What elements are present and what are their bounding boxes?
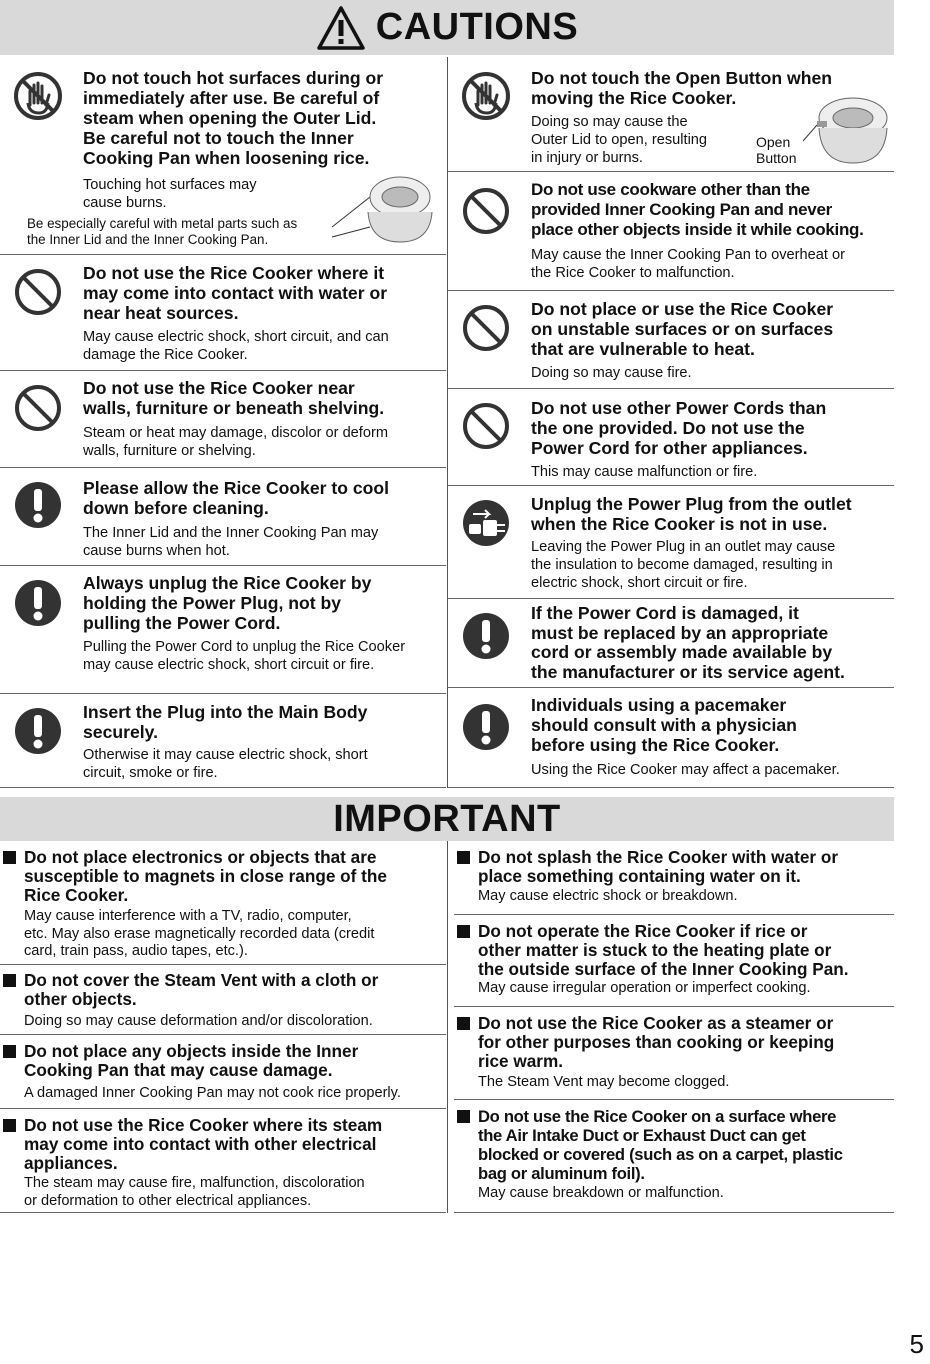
page-number: 5 (909, 1329, 924, 1359)
important-heading: Do not use the Rice Cooker where its steam may come into contact with other electrical appliances. (24, 1115, 383, 1173)
prohibition-icon (461, 186, 511, 236)
caution-description: Leaving the Power Plug in an outlet may cause the insulation to become damaged, resulting in electric shock, short circuit or fire. (531, 539, 836, 591)
important-item (454, 1007, 894, 1100)
rice-cooker-illustration (330, 167, 440, 247)
caution-item (0, 566, 446, 694)
caution-item (0, 371, 446, 468)
caution-heading: If the Power Cord is damaged, it must be replaced by an appropriate cord or assembly made available by the manufacturer or its service agent. (531, 603, 845, 682)
important-heading: Do not place electronics or objects that are susceptible to magnets in close range of the Rice Cooker. (24, 847, 387, 905)
caution-description: Otherwise it may cause electric shock, short circuit, smoke or fire. (83, 747, 368, 781)
important-item (0, 841, 446, 965)
warning-triangle-icon (316, 5, 366, 51)
mandatory-icon (13, 706, 63, 756)
caution-description: Steam or heat may damage, discolor or deform walls, furniture or shelving. (83, 425, 388, 459)
no-touch-icon (13, 71, 63, 121)
caution-description: The Inner Lid and the Inner Cooking Pan may cause burns when hot. (83, 525, 379, 559)
caution-heading: Always unplug the Rice Cooker by holding the Power Plug, not by pulling the Power Cord. (83, 573, 372, 633)
mandatory-icon (13, 480, 63, 530)
prohibition-icon (461, 303, 511, 353)
caution-description: Using the Rice Cooker may affect a pacemaker. (531, 762, 840, 778)
caution-description: This may cause malfunction or fire. (531, 464, 758, 480)
caution-item (0, 255, 446, 371)
important-heading: Do not use the Rice Cooker on a surface where the Air Intake Duct or Exhaust Duct can get blocked or covered (such as on a carpet, plastic bag or aluminum foil). (478, 1107, 843, 1183)
mandatory-icon (461, 702, 511, 752)
important-description: May cause breakdown or malfunction. (478, 1185, 724, 1201)
caution-item (448, 291, 894, 389)
caution-heading: Do not use the Rice Cooker where it may come into contact with water or near heat sources. (83, 263, 388, 323)
caution-heading: Do not touch the Open Button when moving the Rice Cooker. (531, 68, 833, 108)
important-description: The steam may cause fire, malfunction, discoloration or deformation to other electrical appliances. (24, 1175, 365, 1209)
caution-heading: Do not use other Power Cords than the one provided. Do not use the Power Cord for other appliances. (531, 398, 827, 458)
bullet-square-icon (457, 1017, 470, 1030)
prohibition-icon (13, 383, 63, 433)
caution-heading: Unplug the Power Plug from the outlet when the Rice Cooker is not in use. (531, 494, 852, 534)
caution-heading: Insert the Plug into the Main Body securely. (83, 702, 368, 742)
caution-item (0, 57, 446, 255)
important-item (454, 1100, 894, 1213)
important-title: IMPORTANT (333, 797, 561, 840)
caution-item (448, 486, 894, 599)
bullet-square-icon (457, 1110, 470, 1123)
bullet-square-icon (457, 851, 470, 864)
important-item (0, 965, 446, 1035)
caution-note: Be especially careful with metal parts such as the Inner Lid and the Inner Cooking Pan. (27, 216, 298, 247)
caution-item (0, 468, 446, 566)
caution-item (448, 172, 894, 291)
important-heading: Do not splash the Rice Cooker with water or place something containing water on it. (478, 847, 839, 886)
no-touch-icon (461, 71, 511, 121)
important-heading: Do not use the Rice Cooker as a steamer or for other purposes than cooking or keeping rice warm. (478, 1013, 835, 1071)
bullet-square-icon (457, 925, 470, 938)
cautions-title: CAUTIONS (375, 6, 579, 48)
important-heading: Do not place any objects inside the Inner Cooking Pan that may cause damage. (24, 1041, 359, 1080)
column-divider (447, 841, 448, 1213)
bullet-square-icon (3, 974, 16, 987)
mandatory-icon (13, 578, 63, 628)
important-description: A damaged Inner Cooking Pan may not cook rice properly. (24, 1085, 401, 1101)
important-heading: Do not cover the Steam Vent with a cloth or other objects. (24, 970, 379, 1009)
caution-description: Doing so may cause the Outer Lid to open, resulting in injury or burns. (531, 114, 708, 166)
important-item (454, 841, 894, 915)
caution-item (448, 389, 894, 486)
rice-cooker-illustration (803, 93, 891, 167)
important-description: Doing so may cause deformation and/or discoloration. (24, 1013, 373, 1029)
important-description: The Steam Vent may become clogged. (478, 1074, 730, 1090)
mandatory-icon (461, 611, 511, 661)
important-item (454, 915, 894, 1007)
caution-description: Pulling the Power Cord to unplug the Rice Cooker may cause electric shock, short circuit or fire. (83, 639, 406, 673)
caution-description: May cause the Inner Cooking Pan to overheat or the Rice Cooker to malfunction. (531, 247, 845, 281)
caution-description: Touching hot surfaces may cause burns. (83, 177, 257, 211)
bullet-square-icon (3, 1045, 16, 1058)
prohibition-icon (461, 401, 511, 451)
important-item (0, 1035, 446, 1109)
caution-item (448, 57, 894, 172)
caution-heading: Do not use the Rice Cooker near walls, furniture or beneath shelving. (83, 378, 385, 418)
caution-item (0, 694, 446, 788)
caution-heading: Please allow the Rice Cooker to cool down before cleaning. (83, 478, 390, 518)
important-heading: Do not operate the Rice Cooker if rice or other matter is stuck to the heating plate or the outside surface of the Inner Cooking Pan. (478, 921, 849, 979)
caution-heading: Individuals using a pacemaker should consult with a physician before using the Rice Cooker. (531, 695, 797, 755)
important-banner (0, 797, 894, 841)
caution-description: Doing so may cause fire. (531, 365, 692, 381)
important-description: May cause irregular operation or imperfect cooking. (478, 980, 811, 996)
unplug-icon (461, 498, 511, 548)
important-description: May cause interference with a TV, radio, computer, etc. May also erase magnetically recorded data (credit card, train pass, audio tapes, etc.). (24, 908, 375, 959)
important-description: May cause electric shock or breakdown. (478, 888, 738, 904)
bullet-square-icon (3, 1119, 16, 1132)
caution-item (448, 688, 894, 788)
caution-item (448, 599, 894, 688)
cautions-banner (0, 0, 894, 55)
caution-heading: Do not use cookware other than the provided Inner Cooking Pan and never place other objects inside it while cooking. (531, 180, 864, 239)
prohibition-icon (13, 267, 63, 317)
open-button-label: Open Button (756, 134, 797, 166)
caution-heading: Do not place or use the Rice Cooker on unstable surfaces or on surfaces that are vulnerable to heat. (531, 299, 834, 359)
bullet-square-icon (3, 851, 16, 864)
caution-description: May cause electric shock, short circuit, and can damage the Rice Cooker. (83, 329, 389, 363)
caution-heading: Do not touch hot surfaces during or immediately after use. Be careful of steam when opening the Outer Lid. Be careful not to touch the Inner Cooking Pan when loosening rice. (83, 68, 384, 168)
important-item (0, 1109, 446, 1213)
